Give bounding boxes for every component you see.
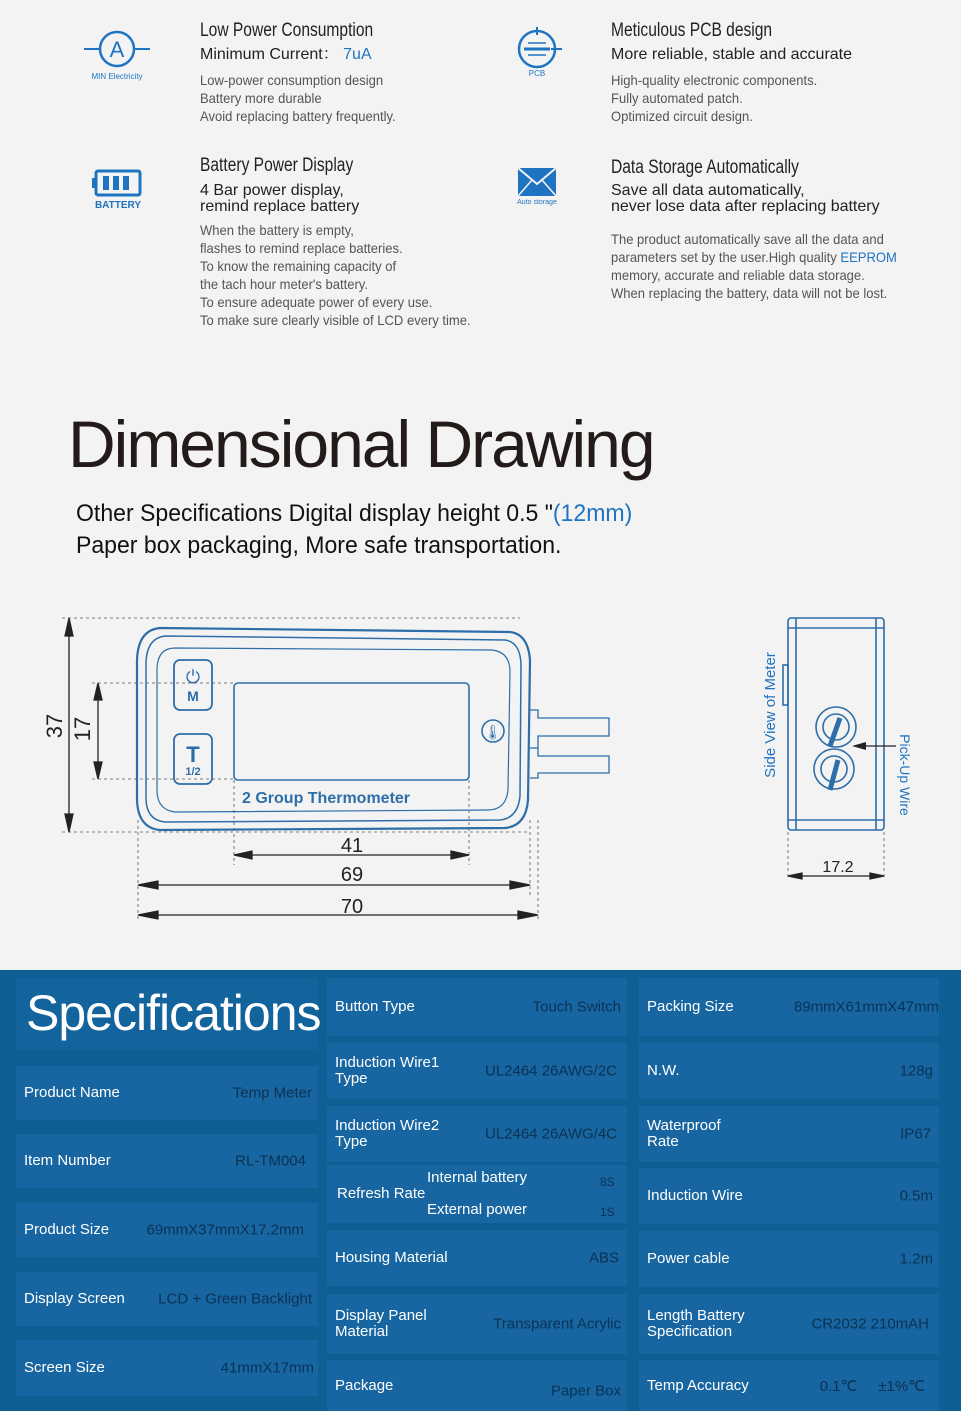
spec-value: 41mmX17mm	[220, 1359, 314, 1377]
spec-value: CR2032 210mAH	[811, 1315, 929, 1333]
spec-row-screen-size	[16, 1340, 318, 1396]
spec-row-housing-material	[327, 1230, 627, 1286]
desc-line: Battery more durable	[200, 90, 322, 106]
spec-row-temp-accuracy	[639, 1360, 939, 1411]
spec-row-induction-wire1	[327, 1043, 627, 1099]
dim-line-text: Other Specifications Digital display height 0.5 "	[76, 500, 553, 527]
spec-row-package	[327, 1360, 627, 1411]
feature-subtitle: More reliable, stable and accurate	[611, 46, 853, 63]
spec-row-induction-wire	[639, 1168, 939, 1224]
feature-subtitle-line: remind replace battery	[200, 198, 360, 215]
spec-value: UL2464 26AWG/2C	[484, 1062, 617, 1080]
spec-value: UL2464 26AWG/4C	[484, 1125, 617, 1143]
meter-side-view	[783, 618, 896, 830]
feature-description	[200, 221, 471, 329]
feature-subtitle-line: never lose data after replacing battery	[611, 198, 880, 215]
spec-row-product-name	[16, 1066, 318, 1120]
desc-line: Optimized circuit design.	[611, 108, 753, 124]
desc-line: Low-power consumption design	[200, 72, 384, 88]
feature-title: Low Power Consumption	[200, 20, 374, 41]
spec-value: Transparent Acrylic	[493, 1315, 621, 1333]
spec-row-battery	[639, 1294, 939, 1354]
spec-label: N.W.	[647, 1062, 680, 1079]
spec-label: Product Size	[24, 1221, 110, 1238]
spec-row-net-weight	[639, 1043, 939, 1099]
dimensional-drawing	[0, 600, 961, 930]
spec-value: Paper Box	[550, 1382, 621, 1400]
spec-sub-value: 8S	[600, 1175, 615, 1189]
spec-row-item-number	[16, 1134, 318, 1188]
spec-label: Power cable	[647, 1250, 730, 1267]
spec-label: Housing Material	[335, 1249, 448, 1266]
dim-70-label: 70	[340, 896, 364, 918]
envelope-icon	[497, 167, 577, 206]
spec-value: ABS	[588, 1249, 619, 1267]
desc-line: The product automatically save all the data and	[611, 231, 884, 247]
pcb-icon	[497, 27, 577, 78]
spec-value: LCD + Green Backlight	[158, 1290, 312, 1308]
device-label: 2 Group Thermometer	[242, 790, 411, 807]
feature-subtitle	[200, 47, 372, 63]
button-m-label: M	[187, 688, 199, 704]
dimensional-spec-line	[76, 500, 632, 528]
spec-sub-value: 1S	[600, 1205, 615, 1219]
desc-line: Fully automated patch.	[611, 90, 743, 106]
battery-icon	[78, 168, 158, 211]
feature-title: Battery Power Display	[200, 155, 354, 176]
spec-row-product-size	[16, 1203, 318, 1257]
spec-value: RL-TM004	[235, 1152, 306, 1170]
feature-subtitle-line: 4 Bar power display,	[200, 182, 344, 199]
dim-41-label: 41	[340, 835, 364, 857]
spec-value: Touch Switch	[532, 998, 621, 1016]
spec-value: 0.1℃ ±1%℃	[819, 1377, 925, 1395]
dim-line-highlight: (12mm)	[552, 500, 633, 527]
desc-line: Avoid replacing battery frequently.	[200, 108, 396, 124]
spec-row-packing-size	[639, 978, 939, 1036]
spec-row-waterproof	[639, 1106, 939, 1162]
spec-label: Induction Wire1 Type	[335, 1054, 440, 1087]
dim-17-2-label: 17.2	[822, 859, 854, 876]
spec-label: Package	[335, 1376, 394, 1394]
spec-value: IP67	[900, 1125, 931, 1143]
desc-line: When replacing the battery, data will not be lost.	[611, 285, 888, 301]
spec-value: Temp Meter	[232, 1084, 312, 1102]
desc-line: High-quality electronic components.	[611, 72, 818, 88]
spec-label: Refresh Rate	[337, 1185, 426, 1202]
dimensional-title: Dimensional Drawing	[68, 407, 654, 481]
desc-line: flashes to remind replace batteries.	[200, 240, 403, 256]
spec-label: Display Panel Material	[335, 1307, 427, 1340]
spec-label: Induction Wire2 Type	[335, 1117, 440, 1150]
spec-label: Screen Size	[24, 1359, 105, 1376]
feature-subtitle	[200, 183, 359, 215]
button-t-sub-label: 1/2	[185, 766, 201, 778]
feature-title: Meticulous PCB design	[611, 20, 773, 41]
desc-text: parameters set by the user.High quality	[611, 249, 841, 265]
desc-line: To make sure clearly visible of LCD every time.	[200, 312, 471, 328]
spec-label: Temp Accuracy	[647, 1376, 749, 1394]
dimension-69	[138, 881, 530, 889]
icon-caption: Auto storage	[517, 199, 557, 206]
spec-sub-label: Internal battery	[427, 1169, 528, 1186]
spec-row-button-type	[327, 978, 627, 1036]
spec-value: 128g	[899, 1062, 933, 1080]
dim-37-label: 37	[42, 713, 67, 739]
dimensional-packaging-line: Paper box packaging, More safe transportation.	[76, 532, 562, 559]
icon-caption: BATTERY	[94, 200, 142, 211]
pickup-arrow	[852, 742, 866, 750]
button-t-label: T	[186, 742, 200, 767]
spec-row-display-panel	[327, 1294, 627, 1354]
spec-row-display-screen	[16, 1272, 318, 1326]
feature-subtitle-highlight: 7uA	[343, 46, 372, 63]
svg-text:A: A	[109, 37, 125, 62]
spec-label: Product Name	[24, 1084, 120, 1101]
desc-line: the tach hour meter's battery.	[200, 276, 368, 292]
desc-highlight: EEPROM	[840, 249, 897, 265]
specifications-title: Specifications	[26, 985, 321, 1041]
feature-subtitle-text: Minimum Current：	[200, 46, 339, 63]
desc-line: memory, accurate and reliable data storage.	[611, 267, 865, 283]
icon-caption: MIN Electricity	[91, 72, 143, 81]
feature-description	[200, 71, 396, 125]
desc-line: To know the remaining capacity of	[200, 258, 397, 274]
spec-label: Waterproof Rate	[647, 1117, 721, 1150]
spec-title-cell	[16, 978, 321, 1050]
spec-value: 69mmX37mmX17.2mm	[146, 1221, 304, 1239]
spec-label: Length Battery Specification	[647, 1307, 745, 1340]
side-view-label: Side View of Meter	[762, 652, 779, 778]
spec-value: 0.5m	[899, 1187, 933, 1205]
desc-line: To ensure adequate power of every use.	[200, 294, 433, 310]
feature-description	[611, 71, 817, 125]
dimension-70	[138, 911, 538, 919]
desc-line: When the battery is empty,	[200, 222, 354, 238]
spec-value: 89mmX61mmX47mm	[793, 998, 939, 1016]
pickup-wire-label: Pick-Up Wire	[897, 734, 913, 816]
thermometer-icon: 🌡	[484, 725, 502, 741]
spec-label: Induction Wire	[647, 1187, 743, 1204]
spec-row-induction-wire2	[327, 1106, 627, 1162]
spec-label: Item Number	[24, 1152, 111, 1169]
feature-description	[611, 230, 897, 302]
spec-label: Button Type	[335, 998, 415, 1015]
feature-subtitle	[611, 183, 880, 215]
spec-label: Display Screen	[24, 1290, 125, 1307]
spec-value: 1.2m	[899, 1250, 933, 1268]
spec-row-refresh-rate	[327, 1165, 627, 1223]
dimension-17	[94, 683, 102, 779]
dim-69-label: 69	[340, 864, 364, 886]
ammeter-icon	[77, 28, 157, 81]
icon-caption: PCB	[528, 69, 546, 78]
feature-subtitle-line: Save all data automatically,	[611, 182, 805, 199]
feature-title: Data Storage Automatically	[611, 157, 799, 178]
spec-sub-label: External power	[427, 1201, 528, 1218]
power-icon: ⏻	[185, 667, 201, 688]
spec-row-power-cable	[639, 1231, 939, 1287]
dim-17-label: 17	[70, 716, 95, 742]
spec-label: Packing Size	[647, 998, 734, 1015]
desc-line	[611, 248, 897, 266]
